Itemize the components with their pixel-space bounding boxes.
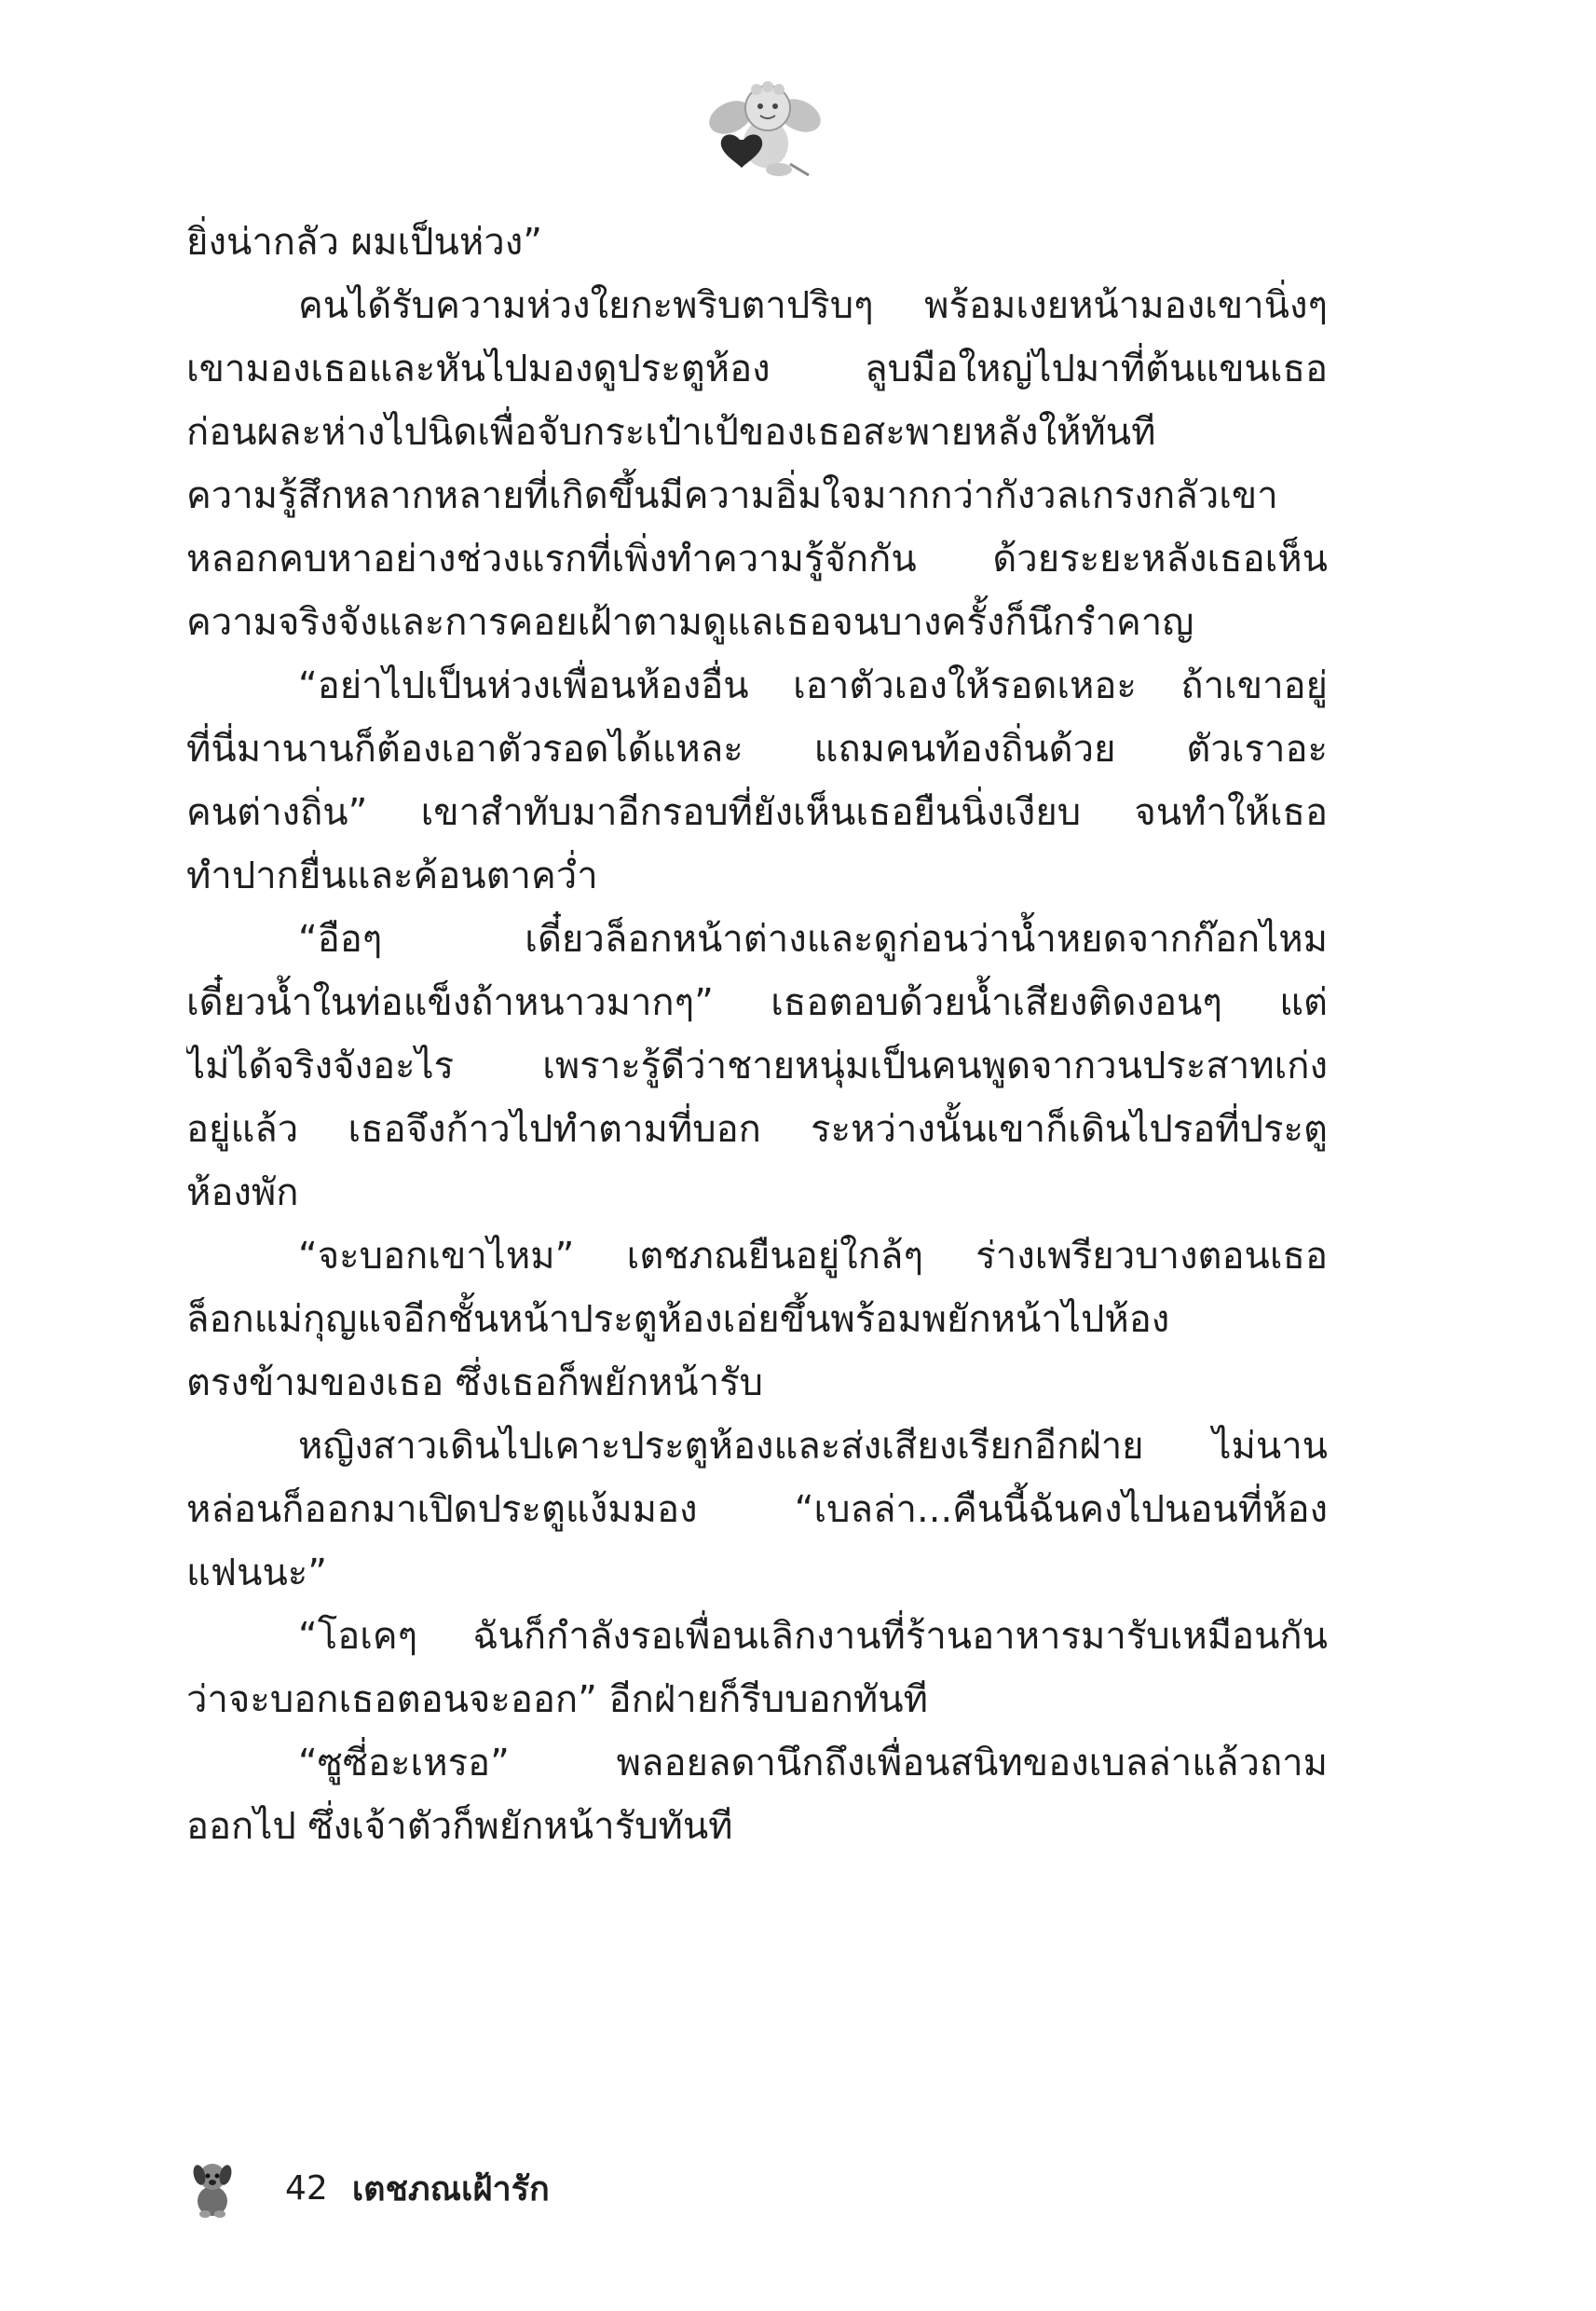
text-line: แฟนนะ” (186, 1552, 327, 1594)
text-line: ก่อนผละห่างไปนิดเพื่อจับกระเป๋าเป้ของเธอสะพายหลังให้ทันที (186, 411, 1156, 454)
text-line: “ซูซี่อะเหรอ” พลอยลดานึกถึงเพื่อนสนิทของเบลล่าแล้วถาม (298, 1742, 1328, 1785)
text-line: “อือๆ เดี๋ยวล็อกหน้าต่างและดูก่อนว่าน้ำหยดจากก๊อกไหม (298, 918, 1328, 961)
text-line: เขามองเธอและหันไปมองดูประตูห้อง ลูบมือใหญ่ไปมาที่ต้นแขนเธอ (186, 348, 1328, 390)
text-line: ห้องพัก (186, 1171, 299, 1214)
text-line: ความจริงจังและการคอยเฝ้าตามดูแลเธอจนบางครั้งก็นึกรำคาญ (186, 601, 1194, 644)
text-line: “โอเคๆ ฉันก็กำลังรอเพื่อนเลิกงานที่ร้านอาหารมารับเหมือนกัน (298, 1615, 1328, 1658)
text-line: ไม่ได้จริงจังอะไร เพราะรู้ดีว่าชายหนุ่มเป็นคนพูดจากวนประสาทเก่ง (186, 1045, 1328, 1087)
text-line: คนต่างถิ่น” เขาสำทับมาอีกรอบที่ยังเห็นเธอยืนนิ่งเงียบ จนทำให้เธอ (186, 791, 1328, 834)
page-footer (186, 2154, 550, 2222)
text-line: ทำปากยื่นและค้อนตาคว่ำ (186, 855, 598, 897)
text-line: “อย่าไปเป็นห่วงเพื่อนห้องอื่น เอาตัวเองให้รอดเหอะ ถ้าเขาอยู่ (298, 664, 1328, 707)
cupid-holding-heart-icon (704, 78, 825, 181)
page-body-text (186, 211, 1328, 1858)
text-line: ว่าจะบอกเธอตอนจะออก” อีกฝ่ายก็รีบบอกทันที (186, 1678, 928, 1721)
text-line: อยู่แล้ว เธอจึงก้าวไปทำตามที่บอก ระหว่างนั้นเขาก็เดินไปรอที่ประตู (186, 1108, 1328, 1151)
text-line: ความรู้สึกหลากหลายที่เกิดขึ้นมีความอิ่มใจมากกว่ากังวลเกรงกลัวเขา (186, 474, 1278, 517)
text-line: หลอกคบหาอย่างช่วงแรกที่เพิ่งทำความรู้จักกัน ด้วยระยะหลังเธอเห็น (186, 538, 1328, 581)
text-line: ยิ่งน่ากลัว ผมเป็นห่วง” (186, 221, 542, 264)
text-line: คนได้รับความห่วงใยกะพริบตาปริบๆ พร้อมเงยหน้ามองเขานิ่งๆ (298, 284, 1328, 327)
text-line: หญิงสาวเดินไปเคาะประตูห้องและส่งเสียงเรียกอีกฝ่าย ไม่นาน (298, 1425, 1328, 1468)
text-line: “จะบอกเขาไหม” เตชภณยืนอยู่ใกล้ๆ ร่างเพรียวบางตอนเธอ (298, 1235, 1328, 1278)
puppy-icon (186, 2156, 239, 2220)
text-line: ออกไป ซึ่งเจ้าตัวก็พยักหน้ารับทันที (186, 1805, 733, 1848)
text-line: หล่อนก็ออกมาเปิดประตูแง้มมอง “เบลล่า...คืนนี้ฉันคงไปนอนที่ห้อง (186, 1488, 1328, 1531)
text-line: ตรงข้ามของเธอ ซึ่งเธอก็พยักหน้ารับ (186, 1361, 763, 1404)
text-line: เดี๋ยวน้ำในท่อแข็งถ้าหนาวมากๆ” เธอตอบด้วยน้ำเสียงติดงอนๆ แต่ (186, 981, 1328, 1024)
page-number: 42 (285, 2168, 328, 2208)
text-line: ล็อกแม่กุญแจอีกชั้นหน้าประตูห้องเอ่ยขึ้นพร้อมพยักหน้าไปห้อง (186, 1298, 1170, 1341)
text-line: ที่นี่มานานก็ต้องเอาตัวรอดได้แหละ แถมคนท้องถิ่นด้วย ตัวเราอะ (186, 728, 1328, 771)
book-title: เตชภณเฝ้ารัก (351, 2169, 550, 2208)
